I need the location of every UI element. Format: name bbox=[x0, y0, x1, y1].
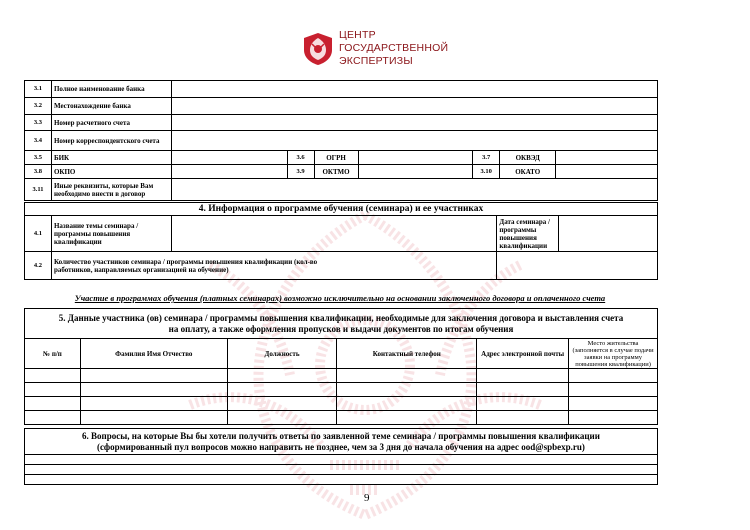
bank-row bbox=[25, 81, 658, 98]
section-6-title bbox=[25, 429, 658, 455]
field-label: Количество участников семинара / программы повышения квалификации (кол-во работников, направляемых организацией на обучение) bbox=[51, 252, 496, 280]
participant-row bbox=[25, 411, 658, 425]
participant-row bbox=[25, 383, 658, 397]
organization-name bbox=[339, 29, 448, 68]
field-label: ОКПО bbox=[51, 165, 171, 179]
bank-row bbox=[25, 98, 658, 115]
column-header: Место жительства (заполняется в случае подачи заявки на программу повышения квалификации) bbox=[569, 339, 658, 369]
participant-row bbox=[25, 397, 658, 411]
field-value[interactable] bbox=[171, 98, 657, 115]
row-number: 3.6 bbox=[287, 151, 314, 165]
field-value[interactable] bbox=[171, 81, 657, 98]
field-value[interactable] bbox=[556, 165, 658, 179]
section-6-table bbox=[24, 428, 658, 485]
bank-row bbox=[25, 131, 658, 151]
field-value[interactable] bbox=[171, 165, 287, 179]
participants-header-row bbox=[25, 339, 658, 369]
field-label: ОГРН bbox=[314, 151, 358, 165]
field-value[interactable] bbox=[171, 179, 657, 201]
program-title-value[interactable] bbox=[171, 216, 497, 252]
row-number: 4.1 bbox=[25, 216, 52, 252]
payment-note: Участие в программах обучения (платных семинарах) возможно исключительно на основании заключенного договора и оплаченного счета bbox=[74, 293, 606, 303]
field-value[interactable] bbox=[358, 151, 473, 165]
field-label: Номер корреспондентского счета bbox=[51, 131, 171, 151]
field-value[interactable] bbox=[358, 165, 473, 179]
question-row bbox=[25, 475, 658, 485]
bank-row bbox=[25, 179, 658, 201]
field-value[interactable] bbox=[171, 151, 287, 165]
field-value[interactable] bbox=[171, 131, 657, 151]
row-number: 4.2 bbox=[25, 252, 52, 280]
org-line-2: ГОСУДАРСТВЕННОЙ bbox=[339, 42, 449, 54]
column-header: Контактный телефон bbox=[337, 339, 477, 369]
question-row bbox=[25, 455, 658, 465]
row-number: 3.2 bbox=[25, 98, 52, 115]
column-header: Фамилия Имя Отчество bbox=[80, 339, 227, 369]
section-5-title bbox=[25, 309, 658, 339]
section-4-title: 4. Информация о программе обучения (семинара) и ее участниках bbox=[25, 203, 658, 216]
row-number: 3.4 bbox=[25, 131, 52, 151]
field-label: Номер расчетного счета bbox=[51, 115, 171, 131]
field-label: Местонахождение банка bbox=[51, 98, 171, 115]
row-number: 3.11 bbox=[25, 179, 52, 201]
row-number: 3.3 bbox=[25, 115, 52, 131]
org-line-1: ЦЕНТР bbox=[339, 29, 376, 41]
section-5-title-line: на оплату, а также оформления пропусков и выдачи документов по итогам обучения bbox=[168, 323, 514, 334]
field-label: БИК bbox=[51, 151, 171, 165]
emblem-logo-icon bbox=[302, 32, 334, 66]
field-label: Название темы семинара / программы повышения квалификации bbox=[51, 216, 171, 252]
section-6-title-line: 6. Вопросы, на которые Вы бы хотели получить ответы по заявленной теме семинара / программы повышения квалификации bbox=[82, 430, 600, 441]
program-row bbox=[25, 216, 658, 252]
participant-row bbox=[25, 369, 658, 383]
row-number: 3.10 bbox=[473, 165, 500, 179]
participants-count-row bbox=[25, 252, 658, 280]
column-header: Должность bbox=[227, 339, 337, 369]
row-number: 3.9 bbox=[287, 165, 314, 179]
section-6-title-line: (сформированный пул вопросов можно направить не позднее, чем за 3 дня до начала обучения на адрес ood@spbexp.ru) bbox=[97, 441, 585, 452]
field-label: ОКВЭД bbox=[500, 151, 556, 165]
section-5-title-line: 5. Данные участника (ов) семинара / программы повышения квалификации, необходимые для заключения договора и выставления счета bbox=[58, 312, 624, 323]
bank-details-table bbox=[24, 80, 658, 201]
participants-count-value[interactable] bbox=[497, 252, 658, 280]
row-number: 3.1 bbox=[25, 81, 52, 98]
question-row bbox=[25, 465, 658, 475]
org-line-3: ЭКСПЕРТИЗЫ bbox=[339, 55, 413, 67]
field-value[interactable] bbox=[171, 115, 657, 131]
field-label: Полное наименование банка bbox=[51, 81, 171, 98]
column-header: Адрес электронной почты bbox=[477, 339, 569, 369]
row-number: 3.8 bbox=[25, 165, 52, 179]
bank-split-row bbox=[25, 151, 658, 165]
page-number: 9 bbox=[364, 492, 370, 504]
section-5-table bbox=[24, 308, 658, 425]
row-number: 3.7 bbox=[473, 151, 500, 165]
field-value[interactable] bbox=[556, 151, 658, 165]
field-label: ОКТМО bbox=[314, 165, 358, 179]
column-header: № п/п bbox=[25, 339, 81, 369]
field-label: Дата семинара / программы повышения квалификации bbox=[497, 216, 559, 252]
row-number: 3.5 bbox=[25, 151, 52, 165]
program-date-value[interactable] bbox=[559, 216, 658, 252]
section-4-table bbox=[24, 202, 658, 280]
field-label: ОКАТО bbox=[500, 165, 556, 179]
bank-row bbox=[25, 115, 658, 131]
field-label: Иные реквизиты, которые Вам необходимо внести в договор bbox=[51, 179, 171, 201]
bank-split-row bbox=[25, 165, 658, 179]
